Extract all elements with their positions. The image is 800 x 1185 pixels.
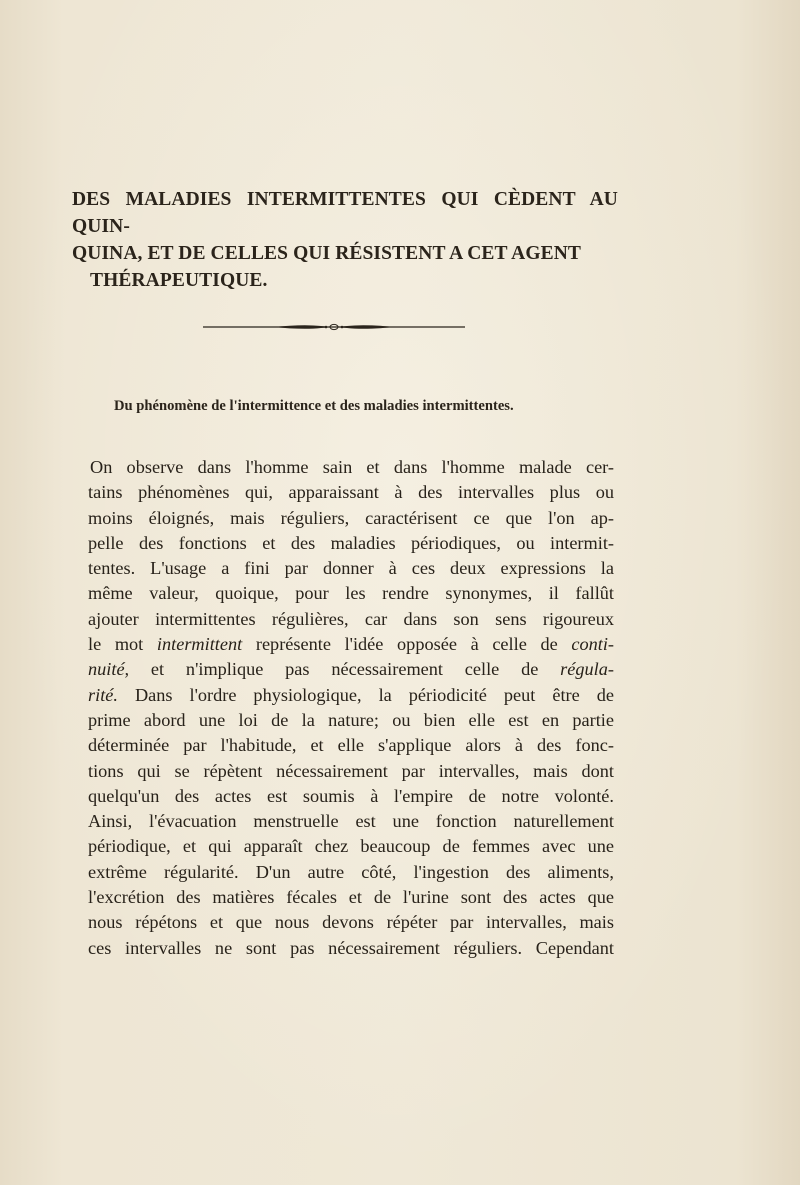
text-line: On observe dans l'homme sain et dans l'homme malade cer- [90,457,614,477]
text-line: tions qui se répètent nécessairement par intervalles, mais dont [88,760,614,781]
text-line: ajouter intermittentes régulières, car dans son sens rigoureux [88,608,614,629]
text-line: Ainsi, l'évacuation menstruelle est une fonction naturellement [88,811,614,832]
body-paragraph [88,455,614,961]
text-line: ces intervalles ne sont pas nécessairement réguliers. Cependant [88,937,614,958]
title-line: QUINA, ET DE CELLES QUI RÉSISTENT A CET AGENT [72,243,581,264]
text-line: l'excrétion des matières fécales et de l'urine sont des actes que [88,887,614,908]
text-line: déterminée par l'habitude, et elle s'applique alors à des fonc- [88,735,614,756]
chapter-title [72,186,618,294]
text-line: pelle des fonctions et des maladies périodiques, ou intermit- [88,532,614,553]
text-line: tentes. L'usage a fini par donner à ces deux expressions la [88,558,614,579]
text-line: périodique, et qui apparaît chez beaucoup de femmes avec une [88,836,614,857]
text-line: prime abord une loi de la nature; ou bien elle est en partie [88,709,614,730]
text-line: le mot intermittent représente l'idée opposée à celle de conti- [88,634,614,655]
decorative-rule-icon [203,320,465,334]
text-line: quelqu'un des actes est soumis à l'empire de notre volonté. [88,785,614,806]
text-line: même valeur, quoique, pour les rendre synonymes, il fallût [88,583,614,604]
title-line: DES MALADIES INTERMITTENTES QUI CÈDENT AU QUIN- [72,189,618,237]
text-line: nuité, et n'implique pas nécessairement celle de régula- [88,659,614,680]
section-heading: Du phénomène de l'intermittence et des maladies intermittentes. [114,398,514,414]
title-line: THÉRAPEUTIQUE. [90,270,268,291]
text-line: extrême régularité. D'un autre côté, l'ingestion des aliments, [88,861,614,882]
text-line: moins éloignés, mais réguliers, caractérisent ce que l'on ap- [88,507,614,528]
text-line: rité. Dans l'ordre physiologique, la périodicité peut être de [88,684,614,705]
text-line: tains phénomènes qui, apparaissant à des intervalles plus ou [88,482,614,503]
text-line: nous répétons et que nous devons répéter par intervalles, mais [88,912,614,933]
